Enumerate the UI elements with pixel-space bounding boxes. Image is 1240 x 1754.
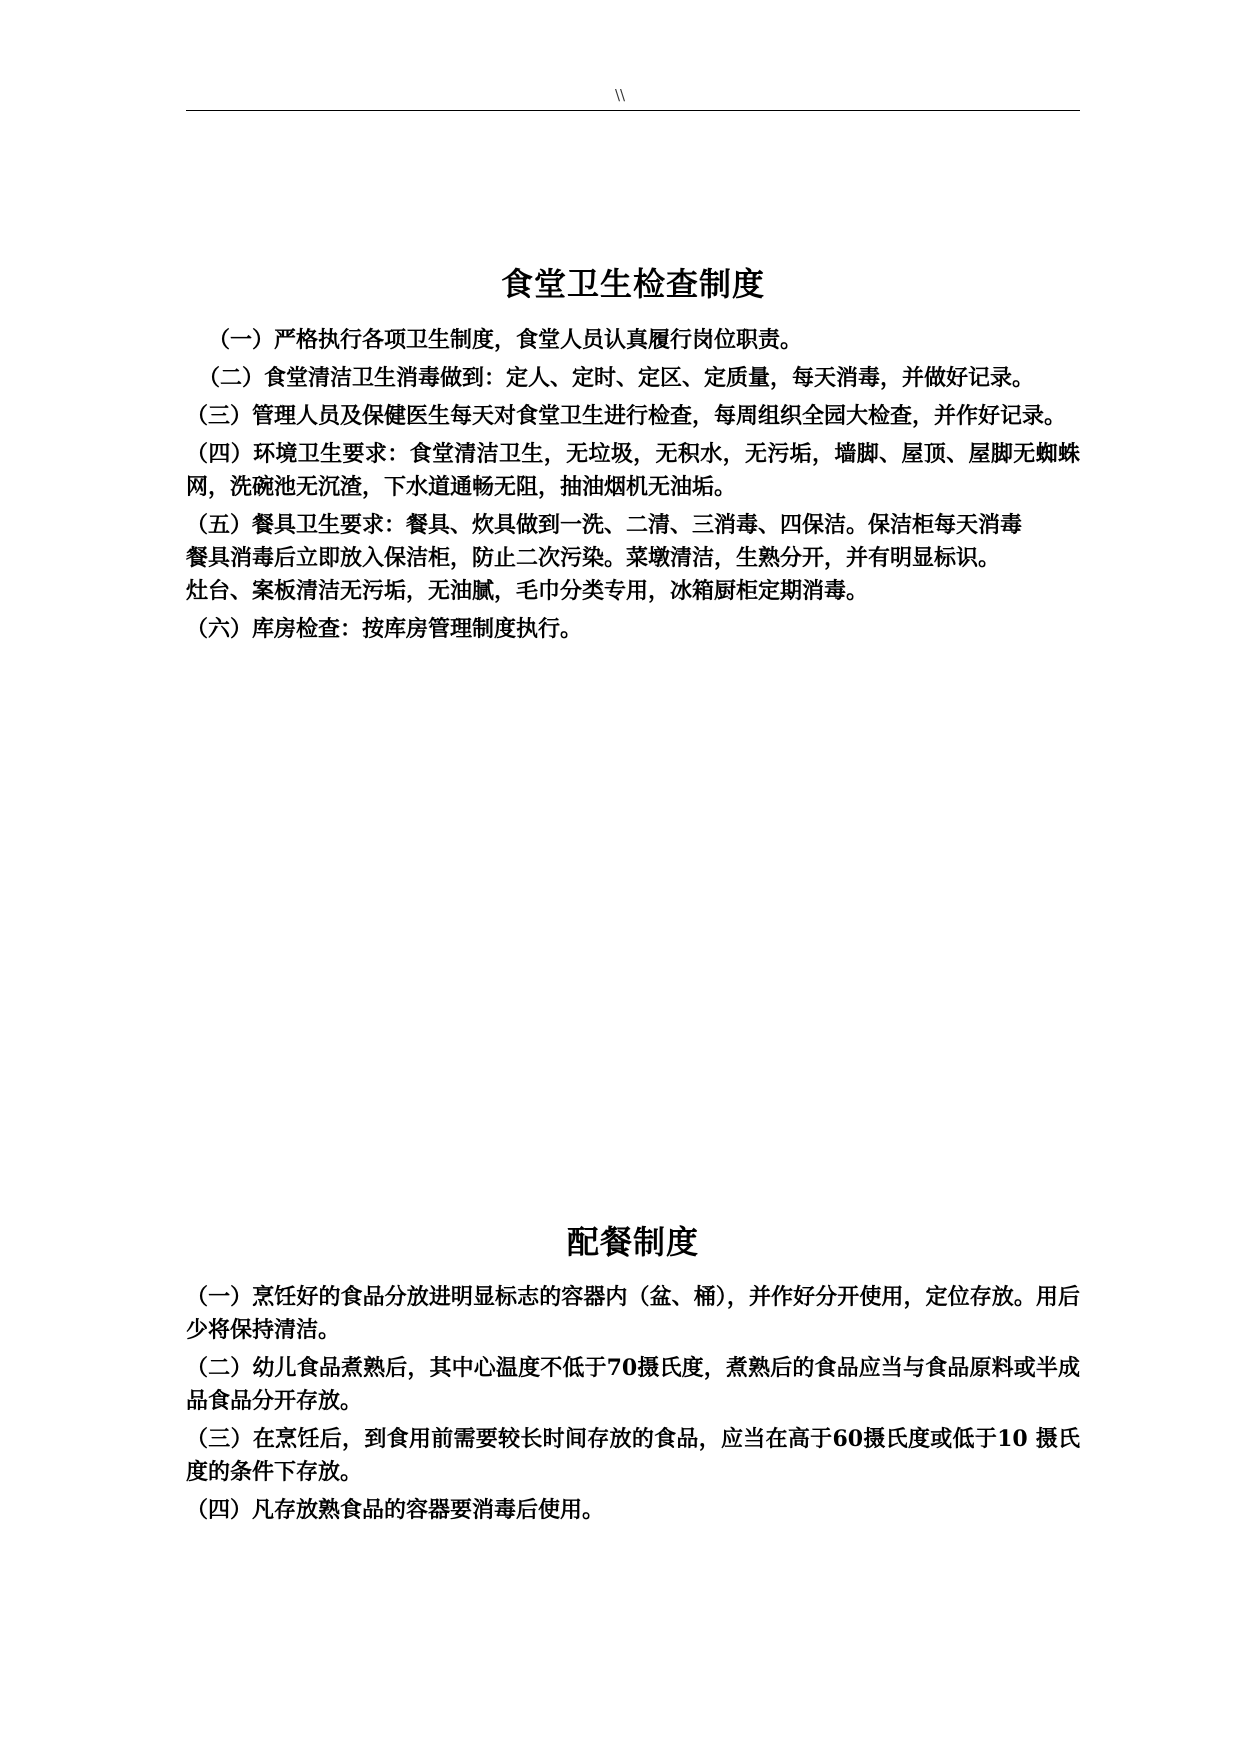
section-title: 配餐制度 [566, 1223, 699, 1261]
paragraph-item-4: （四）凡存放熟食品的容器要消毒后使用。 [186, 1497, 605, 1523]
paragraph-item-5-line-1: （五）餐具卫生要求：餐具、炊具做到一洗、二清、三消毒、四保洁。保洁柜每天消毒 [186, 512, 1023, 538]
paragraph-item-5 [186, 509, 1080, 608]
paragraph-item-3: （三）在烹饪后，到食用前需要较长时间存放的食品，应当在高于60摄氏度或低于10 摄氏度的条件下存放。 [186, 1426, 1080, 1485]
paragraph-item-1: （一）烹饪好的食品分放进明显标志的容器内（盆、桶），并作好分开使用，定位存放。用后少将保持清洁。 [186, 1284, 1080, 1343]
paragraph-item-3: （三）管理人员及保健医生每天对食堂卫生进行检查，每周组织全园大检查，并作好记录。 [186, 403, 1067, 429]
paragraph-item-4: （四）环境卫生要求：食堂清洁卫生，无垃圾，无积水，无污垢，墙脚、屋顶、屋脚无蜘蛛网，洗碗池无沉渣，下水道通畅无阻，抽油烟机无油垢。 [186, 441, 1080, 500]
section-title: 食堂卫生检查制度 [500, 265, 765, 303]
paragraph-item-2: （二）食堂清洁卫生消毒做到：定人、定时、定区、定质量，每天消毒，并做好记录。 [198, 365, 1035, 391]
section-meal-distribution [186, 1222, 1080, 1532]
paragraph-item-1: （一）严格执行各项卫生制度，食堂人员认真履行岗位职责。 [208, 327, 803, 353]
paragraph-item-5-line-2: 餐具消毒后立即放入保洁柜，防止二次污染。菜墩清洁，生熟分开，并有明显标识。 [186, 545, 1001, 571]
section-canteen-hygiene-inspection [186, 264, 1080, 651]
paragraph-item-6: （六）库房检查：按库房管理制度执行。 [186, 616, 583, 642]
header-mark: \\ [614, 86, 626, 104]
paragraph-item-5-line-3: 灶台、案板清洁无污垢，无油腻，毛巾分类专用，冰箱厨柜定期消毒。 [186, 578, 869, 604]
paragraph-item-2: （二）幼儿食品煮熟后，其中心温度不低于70摄氏度，煮熟后的食品应当与食品原料或半成品食品分开存放。 [186, 1355, 1080, 1414]
header-rule [186, 110, 1080, 111]
